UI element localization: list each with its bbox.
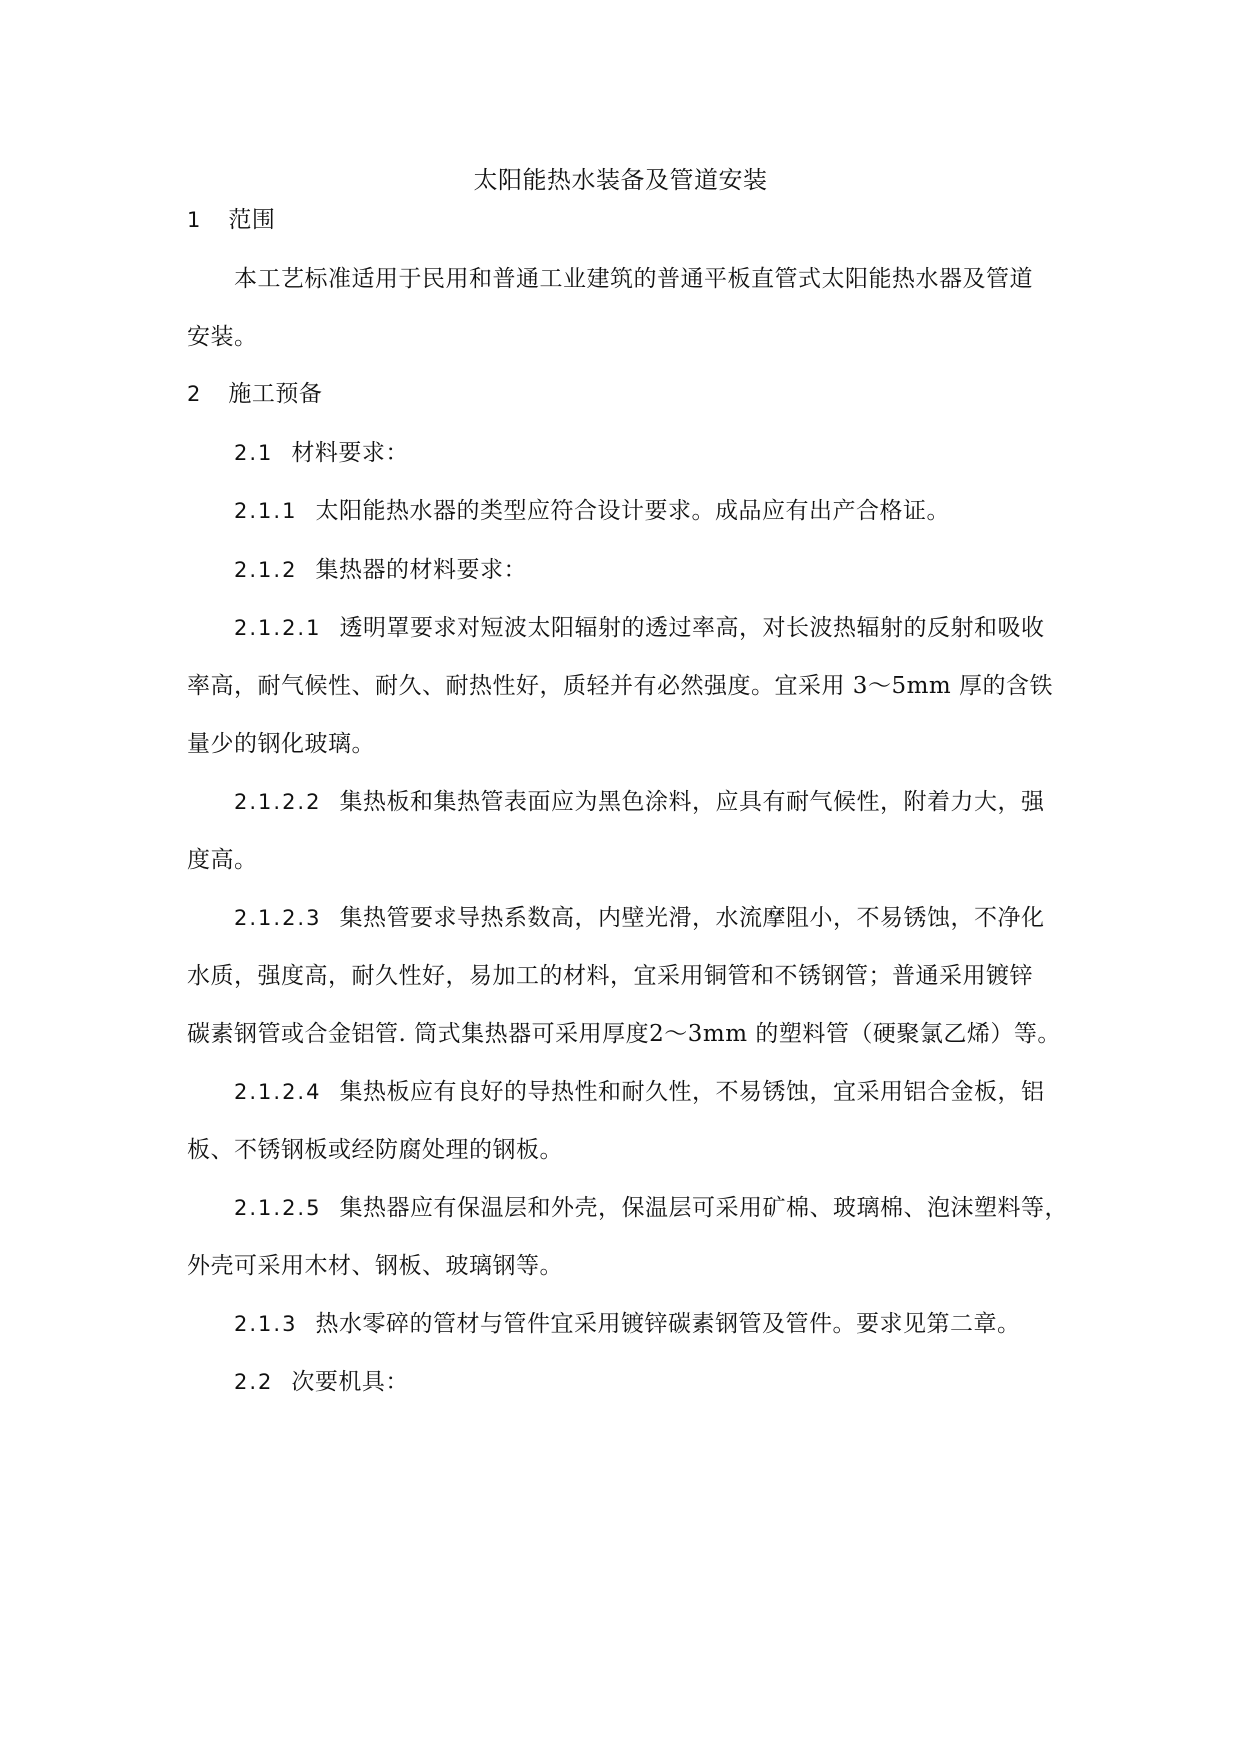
section-number: 2 [187,382,203,406]
paragraph-line: 碳素钢管或合金铝管. 筒式集热器可采用厚度2～3mm 的塑料管（硬聚氯乙烯）等。 [187,1021,1061,1047]
clause-text: 集热板和集热管表面应为黑色涂料，应具有耐气候性，附着力大，强 [339,789,1045,815]
paragraph-line: 量少的钢化玻璃。 [187,731,375,757]
clause-text: 集热器的材料要求： [315,557,527,583]
clause-number: 2.2 [234,1370,274,1394]
clause-number: 2.1.2.5 [234,1196,322,1220]
document-title: 太阳能热水装备及管道安装 [473,166,768,194]
clause-2-1-2-5 [234,1192,1164,1224]
clause-text: 透明罩要求对短波太阳辐射的透过率高，对长波热辐射的反射和吸收 [339,615,1045,641]
clause-text: 热水零碎的管材与管件宜采用镀锌碳素钢管及管件。要求见第二章。 [315,1311,1021,1337]
clause-2-1 [234,437,1164,469]
clause-number: 2.1.2.3 [234,906,322,930]
clause-number: 2.1.2 [234,558,298,582]
section-2-heading [187,378,1117,410]
clause-2-1-2-2 [234,786,1164,818]
clause-2-1-1 [234,495,1164,527]
paragraph-line: 外壳可采用木材、钢板、玻璃钢等。 [187,1253,563,1279]
section-heading-text: 施工预备 [228,381,323,407]
clause-2-1-2-4 [234,1076,1164,1108]
clause-2-1-2-1 [234,612,1164,644]
paragraph-line: 率高，耐气候性、耐久、耐热性好，质轻并有必然强度。宜采用 3～5mm 厚的含铁 [187,673,1054,699]
clause-text: 太阳能热水器的类型应符合设计要求。成品应有出产合格证。 [315,498,950,524]
section-1-heading [187,204,1117,236]
clause-number: 2.1.2.2 [234,790,322,814]
clause-2-1-3 [234,1308,1164,1340]
clause-number: 2.1.2.4 [234,1080,322,1104]
clause-text: 集热管要求导热系数高，内壁光滑，水流摩阻小，不易锈蚀，不净化 [339,905,1045,931]
clause-text: 集热板应有良好的导热性和耐久性，不易锈蚀，宜采用铝合金板，铝 [339,1079,1045,1105]
clause-text: 次要机具： [291,1369,409,1395]
paragraph-line: 板、不锈钢板或经防腐处理的钢板。 [187,1137,563,1163]
paragraph-line: 安装。 [187,324,258,350]
section-number: 1 [187,208,203,232]
clause-number: 2.1.1 [234,499,298,523]
clause-text: 材料要求： [291,440,409,466]
paragraph-line: 水质，强度高，耐久性好，易加工的材料，宜采用铜管和不锈钢管；普通采用镀锌 [187,963,1033,989]
clause-2-1-2-3 [234,902,1164,934]
paragraph-line: 本工艺标准适用于民用和普通工业建筑的普通平板直管式太阳能热水器及管道 [234,266,1033,292]
clause-text: 集热器应有保温层和外壳，保温层可采用矿棉、玻璃棉、泡沫塑料等， [339,1195,1068,1221]
clause-number: 2.1 [234,441,274,465]
clause-number: 2.1.2.1 [234,616,322,640]
section-heading-text: 范围 [228,207,276,233]
clause-2-1-2 [234,554,1164,586]
clause-2-2 [234,1366,1164,1398]
paragraph-line: 度高。 [187,847,258,873]
clause-number: 2.1.3 [234,1312,298,1336]
